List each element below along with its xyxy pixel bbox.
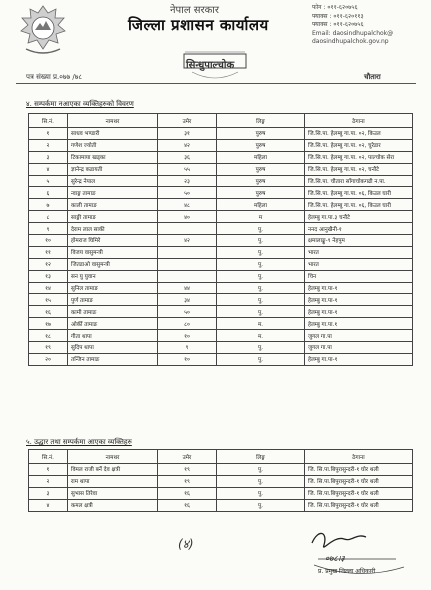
cell-address: हेलम्बु गा.पा-१: [305, 353, 413, 365]
cell-age: ५०: [158, 187, 217, 199]
cell-name: राम थापा: [68, 475, 158, 487]
cell-gender: पु.: [217, 499, 305, 511]
cell-address: हेलम्बु गा.पा-१: [305, 282, 413, 294]
cell-age: ४२: [158, 139, 217, 151]
col-header-name: नामथर: [68, 450, 158, 464]
cell-age: ५०: [158, 306, 217, 318]
table-row: [29, 175, 413, 187]
table-row: [29, 330, 413, 342]
cell-sn: ५: [29, 175, 68, 187]
cell-name: तन्जिन तामाङ: [68, 353, 158, 365]
cell-name: टिकामाया खड्का: [68, 151, 158, 163]
cell-sn: ४: [29, 499, 68, 511]
col-header-gender: लिङ्ग: [217, 114, 305, 128]
cell-age: ९: [158, 342, 217, 354]
table-row: [29, 128, 413, 140]
cell-gender: पु.: [217, 464, 305, 476]
cell-address: क्षमालाङ्कु-९ नेहपुम: [305, 235, 413, 247]
contact-website: daosindhupalchok.gov.np: [312, 38, 389, 45]
cell-sn: १: [29, 464, 68, 476]
signature-date: ०७८।३: [325, 554, 345, 563]
cell-gender: पु.: [217, 353, 305, 365]
cell-gender: पु.: [217, 270, 305, 282]
not-contacted-table: [28, 113, 413, 366]
cell-name: साधव भण्डारी: [68, 128, 158, 140]
table-row: [29, 282, 413, 294]
cell-sn: ७: [29, 199, 68, 211]
cell-name: गणेश ज्योती: [68, 139, 158, 151]
office-place: चौतारा: [364, 73, 381, 81]
cell-age: ४२: [158, 235, 217, 247]
col-header-gender: लिङ्ग: [217, 450, 305, 464]
cell-name: सुनिल तामाङ: [68, 282, 158, 294]
table-row: [29, 235, 413, 247]
cell-address: जि.सि.पा. चौतारा साँगाचोकगढी न.पा.: [305, 175, 413, 187]
cell-age: ५५: [158, 163, 217, 175]
table-row: [29, 139, 413, 151]
cell-name: सुरेन्द्र नेपाल: [68, 175, 158, 187]
cell-age: २३: [158, 175, 217, 187]
cell-age: १०: [158, 353, 217, 365]
table-row: [29, 151, 413, 163]
cell-address: जि.सि.पा. हेलम्बु गा.पा. ०२, पाल्चोक सेरा: [305, 151, 413, 163]
table-row: [29, 163, 413, 175]
cell-sn: १९: [29, 342, 68, 354]
cell-name: ओर्की तामाङ: [68, 318, 158, 330]
cell-age: १९: [158, 464, 217, 476]
cell-address: जुगल गा.पा: [305, 342, 413, 354]
cell-sn: १३: [29, 270, 68, 282]
col-header-address: ठेगाना: [305, 114, 413, 128]
contact-fax: फ्याक्स : ०११-६२०११३: [312, 12, 364, 20]
cell-name: जितडाओ वासुमन्त्री: [68, 258, 158, 270]
col-header-age: उमेर: [158, 114, 217, 128]
section-title-rescued: ५. उद्धार तथा सम्पर्कमा आएका व्यक्तिहरु: [26, 438, 132, 446]
cell-age: [158, 246, 217, 258]
cell-gender: पु.: [217, 258, 305, 270]
cell-address: हेलम्बु गा.पा-१: [305, 306, 413, 318]
cell-address: चिन: [305, 270, 413, 282]
cell-address: ननद आनुखैनी-१: [305, 223, 413, 235]
cell-name: न्वाङ्ग तामाङ: [68, 187, 158, 199]
cell-address: जि. सि.पा.बिपुरासुन्दरी-१ घोर थली: [305, 487, 413, 499]
cell-gender: पुरुष: [217, 139, 305, 151]
cell-sn: ३: [29, 151, 68, 163]
cell-gender: पु.: [217, 246, 305, 258]
cell-gender: महिला: [217, 199, 305, 211]
reference-number: पत्र संख्या प्र.०७७ /७८: [26, 73, 82, 81]
cell-age: ३४: [158, 294, 217, 306]
table-row: [29, 258, 413, 270]
cell-sn: ९: [29, 223, 68, 235]
cell-sn: ११: [29, 246, 68, 258]
col-header-sn: सि.नं.: [29, 114, 68, 128]
cell-sn: १२: [29, 258, 68, 270]
cell-age: १०: [158, 330, 217, 342]
office-title: जिल्ला प्रशासन कार्यालय: [128, 16, 269, 34]
rescued-table: [28, 449, 413, 512]
cell-name: गीता थापा: [68, 330, 158, 342]
cell-gender: पु.: [217, 223, 305, 235]
signature-icon: [304, 523, 414, 585]
table-row: [29, 223, 413, 235]
cell-sn: ८: [29, 211, 68, 223]
cell-gender: पु.: [217, 475, 305, 487]
table-row: [29, 306, 413, 318]
cell-address: जि.सि.पा. हेलम्बु गा.पा. ०२, किउल: [305, 128, 413, 140]
cell-age: १६: [158, 499, 217, 511]
table-row: [29, 353, 413, 365]
cell-age: ४०: [158, 211, 217, 223]
cell-sn: १८: [29, 330, 68, 342]
cell-gender: पु.: [217, 235, 305, 247]
signature-title: प्र. प्रमुख जिल्ला अधिकारी: [318, 568, 376, 575]
cell-address: हेलम्बु गा.पा.३ चनौटे: [305, 211, 413, 223]
cell-sn: १७: [29, 318, 68, 330]
cell-address: जि.सि.पा. हेलम्बु गा.पा. ०६, किउल घारी: [305, 199, 413, 211]
cell-name: सुभास तिरेवा: [68, 487, 158, 499]
cell-sn: १५: [29, 294, 68, 306]
cell-gender: म: [217, 211, 305, 223]
cell-sn: २: [29, 139, 68, 151]
cell-age: [158, 223, 217, 235]
cell-sn: २: [29, 475, 68, 487]
cell-name: ज्ञानेन्द्र कडायती: [68, 163, 158, 175]
table-row: [29, 342, 413, 354]
cell-age: १६: [158, 487, 217, 499]
table-header-row: [29, 114, 413, 128]
contact-fax-2: फ्याक्स : ०११-६२०७५६: [312, 21, 364, 28]
cell-age: ३६: [158, 151, 217, 163]
col-header-name: नामथर: [68, 114, 158, 128]
cell-gender: महिला: [217, 151, 305, 163]
cell-gender: पु.: [217, 282, 305, 294]
cell-age: [158, 258, 217, 270]
cell-address: भारत: [305, 258, 413, 270]
cell-age: १९: [158, 475, 217, 487]
cell-name: विमल राजी बर्ने देव क्षत्री: [68, 464, 158, 476]
cell-gender: पु.: [217, 306, 305, 318]
cell-gender: पुरुष: [217, 163, 305, 175]
stamp-text: सिन्धुपाल्चोक: [186, 60, 235, 71]
cell-address: हेलम्बु गा.पा-१: [305, 294, 413, 306]
cell-gender: पुरुष: [217, 175, 305, 187]
col-header-address: ठेगाना: [305, 450, 413, 464]
cell-name: साङ्गी तामाङ: [68, 211, 158, 223]
table-row: [29, 246, 413, 258]
cell-name: होमराज घिमिरे: [68, 235, 158, 247]
contact-email: Email: daosindhupalchok@: [312, 29, 394, 37]
table-row: [29, 187, 413, 199]
cell-age: ४४: [158, 282, 217, 294]
cell-address: जुगल गा.पा: [305, 330, 413, 342]
table-row: [29, 487, 413, 499]
cell-age: ४८: [158, 199, 217, 211]
cell-sn: ३: [29, 487, 68, 499]
cell-age: ८०: [158, 318, 217, 330]
table-row: [29, 294, 413, 306]
cell-address: भारत: [305, 246, 413, 258]
cell-name: काली तामाङ: [68, 199, 158, 211]
cell-gender: पुरुष: [217, 187, 305, 199]
header-divider: [16, 83, 416, 84]
cell-address: जि. सि.पा.बिपुरासुन्दरी-१ घोर थली: [305, 475, 413, 487]
section-title-not-contacted: ४. सम्पर्कमा नआएका व्यक्तिहरुको विवरण: [26, 100, 134, 108]
cell-address: जि.सि.पा. हेलम्बु गा.पा. ०६, किउल घारी: [305, 187, 413, 199]
cell-gender: म.: [217, 318, 305, 330]
table-row: [29, 211, 413, 223]
page-number-note: (४): [178, 537, 194, 551]
cell-age: [158, 270, 217, 282]
cell-address: जि. सि.पा.बिपुरासुन्दरी-१ घोर थली: [305, 499, 413, 511]
cell-name: पुर्ण तामाङ: [68, 294, 158, 306]
cell-sn: १०: [29, 235, 68, 247]
government-name: नेपाल सरकार: [170, 5, 219, 16]
cell-address: जि. सि.पा.बिपुरासुन्दरी-१ घोर थली: [305, 464, 413, 476]
table-row: [29, 499, 413, 511]
table-row: [29, 318, 413, 330]
government-emblem-icon: [18, 3, 68, 59]
table-row: [29, 464, 413, 476]
cell-gender: पु.: [217, 294, 305, 306]
contact-block: [312, 4, 428, 47]
cell-sn: १: [29, 128, 68, 140]
cell-address: जि.सि.पा. हेलम्बु गा.पा. ०२, चनौटे: [305, 163, 413, 175]
table-row: [29, 475, 413, 487]
table-row: [29, 199, 413, 211]
cell-gender: पु.: [217, 342, 305, 354]
cell-gender: म.: [217, 330, 305, 342]
table-header-row: [29, 450, 413, 464]
cell-address: हेलम्बु गा.पा.१: [305, 318, 413, 330]
cell-address: जि.सि.पा. हेलम्बु गा.पा. ०२, चुरेडार: [305, 139, 413, 151]
cell-name: देराम लाल साकी: [68, 223, 158, 235]
cell-sn: १४: [29, 282, 68, 294]
cell-name: कमल क्षत्री: [68, 499, 158, 511]
cell-name: सन यु युवान: [68, 270, 158, 282]
cell-name: कामी तामाङ: [68, 306, 158, 318]
cell-name: विजय वासुमन्त्री: [68, 246, 158, 258]
table-row: [29, 270, 413, 282]
cell-gender: पुरुष: [217, 128, 305, 140]
cell-name: सुदिप थापा: [68, 342, 158, 354]
cell-sn: १६: [29, 306, 68, 318]
cell-sn: ४: [29, 163, 68, 175]
col-header-age: उमेर: [158, 450, 217, 464]
contact-phone: फोन : ०११-६२०७५६: [312, 4, 358, 11]
cell-age: ३१: [158, 128, 217, 140]
cell-gender: पु.: [217, 487, 305, 499]
cell-sn: ६: [29, 187, 68, 199]
col-header-sn: सि.नं.: [29, 450, 68, 464]
cell-sn: २०: [29, 353, 68, 365]
